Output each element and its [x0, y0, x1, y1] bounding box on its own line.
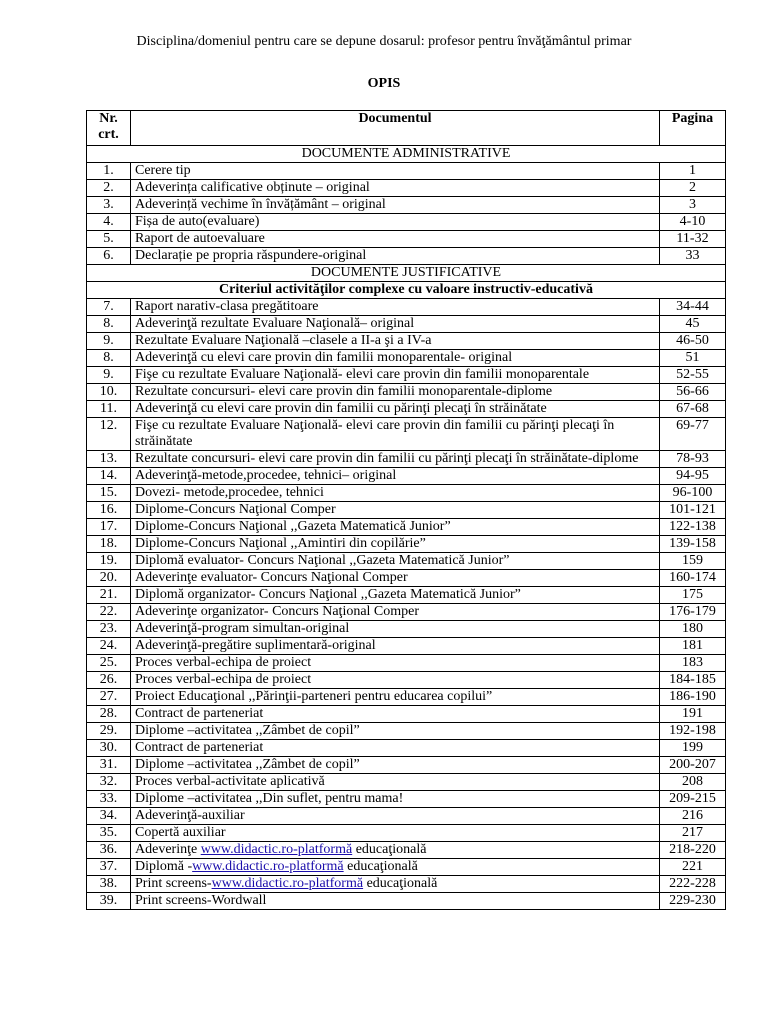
row-number: 35. — [87, 825, 131, 842]
row-document: Adeverinţă-pregătire suplimentară-original — [131, 638, 660, 655]
row-number: 10. — [87, 384, 131, 401]
row-page: 3 — [660, 197, 726, 214]
row-document: Adeverinţă-metode,procedee, tehnici– original — [131, 468, 660, 485]
table-row — [87, 519, 726, 536]
row-page: 180 — [660, 621, 726, 638]
header-line: Disciplina/domeniul pentru care se depune dosarul: profesor pentru învăţământul primar — [136, 34, 632, 49]
table-row — [87, 418, 726, 451]
row-document: Adeverinţe evaluator- Concurs Naţional Comper — [131, 570, 660, 587]
row-number: 32. — [87, 774, 131, 791]
row-number: 38. — [87, 876, 131, 893]
row-document: Raport de autoevaluare — [131, 231, 660, 248]
row-document: Proiect Educaţional ,,Părinţii-parteneri pentru educarea copilui” — [131, 689, 660, 706]
row-number: 4. — [87, 214, 131, 231]
table-row — [87, 451, 726, 468]
row-document: Diplomă evaluator- Concurs Naţional ,,Gazeta Matematică Junior” — [131, 553, 660, 570]
row-page: 217 — [660, 825, 726, 842]
table-row — [87, 248, 726, 265]
row-page: 221 — [660, 859, 726, 876]
row-page: 67-68 — [660, 401, 726, 418]
table-row — [87, 553, 726, 570]
row-document: Diplome –activitatea ,,Zâmbet de copil” — [131, 723, 660, 740]
row-page: 34-44 — [660, 299, 726, 316]
row-number: 28. — [87, 706, 131, 723]
table-row — [87, 367, 726, 384]
row-number: 39. — [87, 893, 131, 910]
table-row — [87, 401, 726, 418]
row-page: 56-66 — [660, 384, 726, 401]
row-document: Fișa de auto(evaluare) — [131, 214, 660, 231]
table-row — [87, 825, 726, 842]
row-page: 175 — [660, 587, 726, 604]
row-page: 4-10 — [660, 214, 726, 231]
row-document: Diplome –activitatea ,,Din suflet, pentru mama! — [131, 791, 660, 808]
row-document: Raport narativ-clasa pregătitoare — [131, 299, 660, 316]
row-number: 17. — [87, 519, 131, 536]
table-row — [87, 791, 726, 808]
row-document: Adeverinţă-program simultan-original — [131, 621, 660, 638]
row-page: 52-55 — [660, 367, 726, 384]
row-number: 29. — [87, 723, 131, 740]
row-document: Adeverință vechime în învățământ – original — [131, 197, 660, 214]
row-number: 2. — [87, 180, 131, 197]
row-page: 160-174 — [660, 570, 726, 587]
row-number: 24. — [87, 638, 131, 655]
table-row — [87, 231, 726, 248]
table-row — [87, 859, 726, 876]
row-page: 222-228 — [660, 876, 726, 893]
row-number: 1. — [87, 163, 131, 180]
row-page: 11-32 — [660, 231, 726, 248]
table-row — [87, 757, 726, 774]
row-document: Proces verbal-activitate aplicativă — [131, 774, 660, 791]
row-document: Print screens-Wordwall — [131, 893, 660, 910]
row-page: 192-198 — [660, 723, 726, 740]
row-document-prefix: Print screens- — [135, 876, 212, 891]
row-number: 16. — [87, 502, 131, 519]
row-number: 20. — [87, 570, 131, 587]
section-row-criteriu — [87, 282, 726, 299]
section-title-criteriu: Criteriul activităţilor complexe cu valoare instructiv-educativă — [87, 282, 726, 299]
section-title-admin: DOCUMENTE ADMINISTRATIVE — [87, 146, 726, 163]
row-number: 18. — [87, 536, 131, 553]
row-document: Dovezi- metode,procedee, tehnici — [131, 485, 660, 502]
row-page: 159 — [660, 553, 726, 570]
row-document: Contract de parteneriat — [131, 706, 660, 723]
row-document: Diplome –activitatea ,,Zâmbet de copil” — [131, 757, 660, 774]
row-document-prefix: Adeverinţe — [135, 842, 201, 857]
row-page: 69-77 — [660, 418, 726, 451]
section-row-admin — [87, 146, 726, 163]
row-document: Adeverinţă-auxiliar — [131, 808, 660, 825]
row-document: Adeverinţă cu elevi care provin din familii monoparentale- original — [131, 350, 660, 367]
table-row — [87, 842, 726, 859]
row-document: Rezultate concursuri- elevi care provin din familii cu părinţi plecaţi în străinătate-diplome — [131, 451, 660, 468]
row-page: 122-138 — [660, 519, 726, 536]
row-page: 51 — [660, 350, 726, 367]
row-number: 27. — [87, 689, 131, 706]
row-document: Fişe cu rezultate Evaluare Naţională- elevi care provin din familii cu părinţi plecaţi în străinătate — [131, 418, 660, 451]
row-number: 14. — [87, 468, 131, 485]
column-header-nr-line1: Nr. — [99, 111, 118, 126]
row-page: 1 — [660, 163, 726, 180]
row-page: 176-179 — [660, 604, 726, 621]
table-row — [87, 316, 726, 333]
row-number: 37. — [87, 859, 131, 876]
table-row — [87, 485, 726, 502]
row-document: Diplome-Concurs Naţional ,,Amintiri din copilărie” — [131, 536, 660, 553]
table-row — [87, 740, 726, 757]
table-row — [87, 655, 726, 672]
table-row — [87, 570, 726, 587]
row-number: 25. — [87, 655, 131, 672]
section-row-justificative — [87, 265, 726, 282]
row-number: 23. — [87, 621, 131, 638]
row-number: 31. — [87, 757, 131, 774]
table-row — [87, 536, 726, 553]
row-document: Contract de parteneriat — [131, 740, 660, 757]
page-title: OPIS — [367, 76, 401, 91]
table-row — [87, 876, 726, 893]
row-number: 22. — [87, 604, 131, 621]
table-row — [87, 893, 726, 910]
didactic-link[interactable]: www.didactic.ro-platformă — [192, 859, 344, 874]
opis-table — [86, 110, 726, 910]
row-number: 8. — [87, 316, 131, 333]
row-number: 26. — [87, 672, 131, 689]
row-number: 15. — [87, 485, 131, 502]
row-page: 209-215 — [660, 791, 726, 808]
row-number: 30. — [87, 740, 131, 757]
table-row — [87, 299, 726, 316]
table-row — [87, 350, 726, 367]
row-number: 13. — [87, 451, 131, 468]
table-row — [87, 214, 726, 231]
table-header-row — [87, 111, 726, 146]
row-page: 96-100 — [660, 485, 726, 502]
row-document: Fişe cu rezultate Evaluare Naţională- elevi care provin din familii monoparentale — [131, 367, 660, 384]
table-row — [87, 689, 726, 706]
row-document: Rezultate concursuri- elevi care provin din familii monoparentale-diplome — [131, 384, 660, 401]
table-row — [87, 180, 726, 197]
table-row — [87, 587, 726, 604]
column-header-page: Pagina — [660, 111, 726, 146]
table-row — [87, 638, 726, 655]
table-row — [87, 502, 726, 519]
table-row — [87, 604, 726, 621]
row-page: 94-95 — [660, 468, 726, 485]
row-number: 7. — [87, 299, 131, 316]
row-document: Cerere tip — [131, 163, 660, 180]
column-header-nr — [87, 111, 131, 146]
row-document: Diplome-Concurs Naţional Comper — [131, 502, 660, 519]
row-number: 36. — [87, 842, 131, 859]
table-row — [87, 672, 726, 689]
row-number: 33. — [87, 791, 131, 808]
row-page: 218-220 — [660, 842, 726, 859]
row-page: 184-185 — [660, 672, 726, 689]
row-page: 191 — [660, 706, 726, 723]
row-page: 186-190 — [660, 689, 726, 706]
row-page: 183 — [660, 655, 726, 672]
column-header-document: Documentul — [131, 111, 660, 146]
row-document: Proces verbal-echipa de proiect — [131, 672, 660, 689]
didactic-link[interactable]: www.didactic.ro-platformă — [211, 876, 364, 891]
row-page: 2 — [660, 180, 726, 197]
row-document — [131, 842, 660, 859]
table-row — [87, 384, 726, 401]
row-number: 12. — [87, 418, 131, 451]
didactic-link[interactable]: www.didactic.ro-platformă — [200, 842, 353, 857]
row-number: 3. — [87, 197, 131, 214]
row-document-suffix: educaţională — [363, 876, 438, 891]
row-page: 45 — [660, 316, 726, 333]
table-row — [87, 197, 726, 214]
table-row — [87, 163, 726, 180]
row-document-suffix: educaţională — [352, 842, 427, 857]
row-number: 34. — [87, 808, 131, 825]
table-row — [87, 333, 726, 350]
row-document: Copertă auxiliar — [131, 825, 660, 842]
row-document: Adeverinţă cu elevi care provin din familii cu părinţi plecaţi în străinătate — [131, 401, 660, 418]
row-document-suffix: educaţională — [343, 859, 418, 874]
row-number: 5. — [87, 231, 131, 248]
row-number: 19. — [87, 553, 131, 570]
row-page: 229-230 — [660, 893, 726, 910]
row-page: 46-50 — [660, 333, 726, 350]
table-row — [87, 706, 726, 723]
row-page: 200-207 — [660, 757, 726, 774]
row-document: Diplomă organizator- Concurs Naţional ,,Gazeta Matematică Junior” — [131, 587, 660, 604]
row-page: 216 — [660, 808, 726, 825]
row-document: Diplome-Concurs Naţional ,,Gazeta Matematică Junior” — [131, 519, 660, 536]
row-document: Proces verbal-echipa de proiect — [131, 655, 660, 672]
table-row — [87, 808, 726, 825]
row-number: 9. — [87, 333, 131, 350]
row-page: 139-158 — [660, 536, 726, 553]
row-document: Declarație pe propria răspundere-original — [131, 248, 660, 265]
row-page: 101-121 — [660, 502, 726, 519]
table-row — [87, 774, 726, 791]
row-page: 208 — [660, 774, 726, 791]
row-page: 199 — [660, 740, 726, 757]
column-header-nr-line2: crt. — [98, 127, 119, 142]
row-page: 78-93 — [660, 451, 726, 468]
section-title-justificative: DOCUMENTE JUSTIFICATIVE — [87, 265, 726, 282]
row-document-prefix: Diplomă - — [135, 859, 193, 874]
row-document: Rezultate Evaluare Naţională –clasele a II-a şi a IV-a — [131, 333, 660, 350]
row-page: 33 — [660, 248, 726, 265]
row-number: 21. — [87, 587, 131, 604]
row-document: Adeverinţe organizator- Concurs Naţional Comper — [131, 604, 660, 621]
row-number: 11. — [87, 401, 131, 418]
row-document — [131, 859, 660, 876]
row-document: Adeverința calificative obținute – original — [131, 180, 660, 197]
table-row — [87, 468, 726, 485]
row-document — [131, 876, 660, 893]
table-row — [87, 723, 726, 740]
row-document: Adeverinţă rezultate Evaluare Naţională– original — [131, 316, 660, 333]
row-number: 8. — [87, 350, 131, 367]
row-page: 181 — [660, 638, 726, 655]
row-number: 9. — [87, 367, 131, 384]
row-number: 6. — [87, 248, 131, 265]
table-row — [87, 621, 726, 638]
